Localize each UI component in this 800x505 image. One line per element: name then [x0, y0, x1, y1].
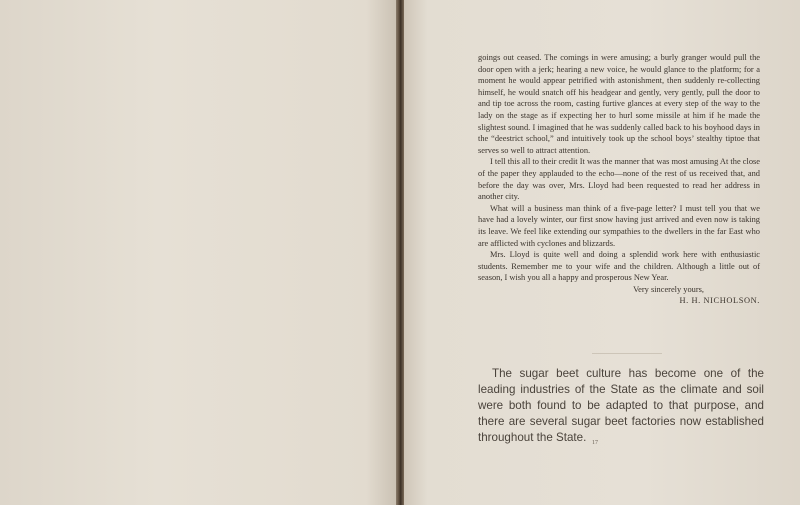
letter-closing: Very sincerely yours, [633, 284, 704, 294]
divider-rule [592, 353, 662, 354]
letter-signature: H. H. NICHOLSON. [679, 296, 760, 306]
letter-paragraph-3: What will a business man think of a five-page letter? I must tell you that we have had a lovely winter, our first snow having just arrived and even now is taking its leave. We feel like extending our sympathies to the dwellers in the far East who are afflicted with cyclones and blizzards. [478, 203, 760, 248]
letter-paragraph-1: goings out ceased. The comings in were amusing; a burly granger would pull the door open with a jerk; hearing a new voice, he would glance to the platform; for a moment he would appear petrified with astonishment, then suddenly re-collecting himself, he would snatch off his headgear and gently, very gently, pull the door to and tip toe across the room, casting furtive glances at every step of the way to the lady on the stage as if expecting her to hurl some missile at him if he made the slightest sound. I imagined that he was suddenly called back to his boyhood days in the “deestrict school,” and intuitively took up the school boys’ stealthy tiptoe that serves so well to attract attention. [478, 53, 760, 155]
left-page [0, 0, 398, 505]
book-gutter [396, 0, 404, 505]
page-number: 17 [592, 440, 598, 446]
right-page [404, 0, 800, 505]
letter-paragraph-4: Mrs. Lloyd is quite well and doing a splendid work here with enthusiastic students. Remember me to your wife and the children. Although a little out of season, I wish you all a happy and prosperous New Year. [478, 250, 760, 283]
letter-paragraph-2: I tell this all to their credit It was the manner that was most amusing At the close of the paper they applauded to the echo—none of the rest of us received that, and before the day was over, Mrs. Lloyd had been requested to read her address in another city. [478, 157, 760, 202]
sugar-beet-note: The sugar beet culture has become one of the leading industries of the State as the climate and soil were both found to be adapted to that purpose, and there are several sugar beet factories now established throughout the State. [478, 367, 764, 444]
letter-text [478, 52, 760, 307]
